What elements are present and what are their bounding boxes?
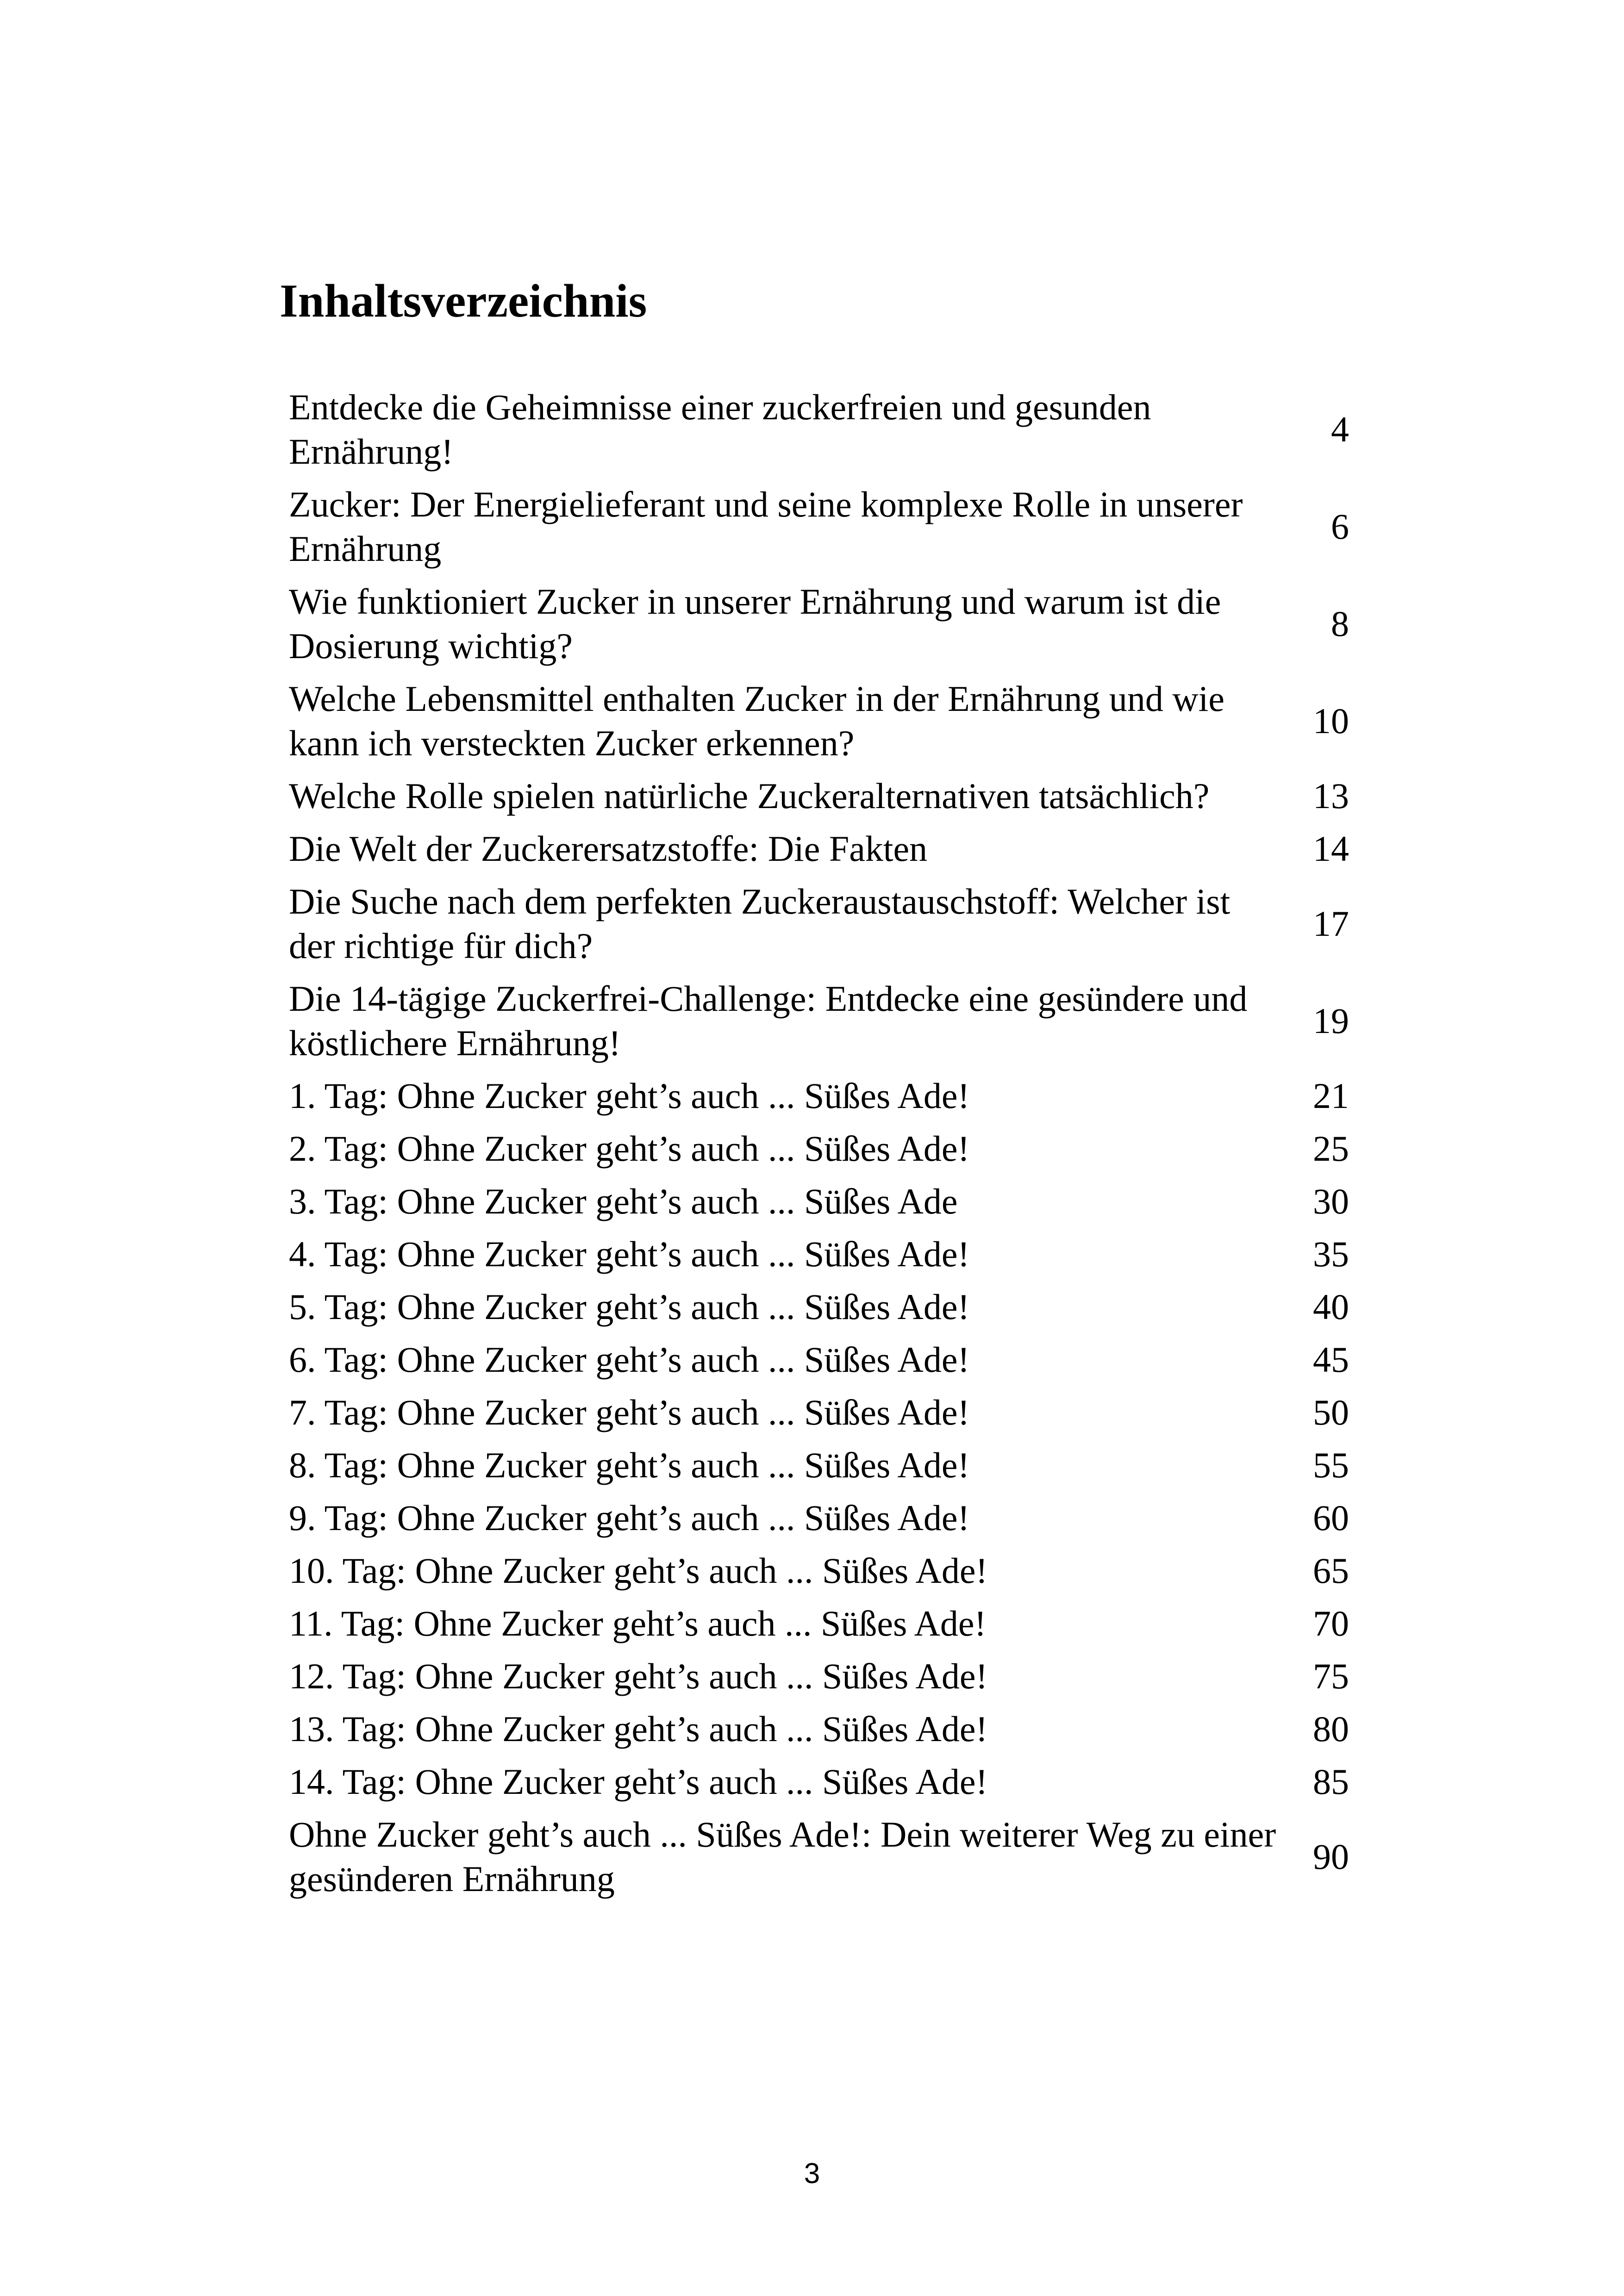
- toc-entry: [289, 1601, 1349, 1646]
- toc-entry: [289, 1338, 1349, 1382]
- toc-entry-title: Die Welt der Zuckerersatzstoffe: Die Fakten: [289, 828, 928, 869]
- toc-entry: [289, 1707, 1349, 1751]
- toc-entry-title: 9. Tag: Ohne Zucker geht’s auch ... Süßes Ade!: [289, 1498, 970, 1538]
- toc-entry: [289, 1390, 1349, 1435]
- toc-entry: [289, 827, 1349, 871]
- toc-entry: [289, 1654, 1349, 1699]
- toc-entry-title: 4. Tag: Ohne Zucker geht’s auch ... Süßes Ade!: [289, 1234, 970, 1274]
- toc-entry-title: 1. Tag: Ohne Zucker geht’s auch ... Süßes Ade!: [289, 1076, 970, 1116]
- toc-entry-title: Wie funktioniert Zucker in unserer Ernährung und warum ist die Dosierung wichtig?: [289, 581, 1221, 666]
- page-number: 3: [804, 2158, 820, 2190]
- toc-entry: [289, 482, 1349, 571]
- toc-entry-title: 8. Tag: Ohne Zucker geht’s auch ... Süßes Ade!: [289, 1445, 970, 1485]
- toc-entry-title: 5. Tag: Ohne Zucker geht’s auch ... Süßes Ade!: [289, 1287, 970, 1327]
- toc-entry-page: 4: [1331, 409, 1349, 449]
- toc-entry-title: Entdecke die Geheimnisse einer zuckerfreien und gesunden Ernährung!: [289, 387, 1151, 472]
- toc-entry-page: 30: [1313, 1181, 1349, 1221]
- toc-entry-title: Die 14-tägige Zuckerfrei-Challenge: Entdecke eine gesündere und köstlichere Ernährung!: [289, 978, 1248, 1063]
- toc-entry: [289, 1179, 1349, 1224]
- toc-entry-title: Ohne Zucker geht’s auch ... Süßes Ade!: Dein weiterer Weg zu einer gesünderen Ernährung: [289, 1814, 1276, 1899]
- toc-entry-page: 55: [1313, 1445, 1349, 1485]
- toc-entry-title: 14. Tag: Ohne Zucker geht’s auch ... Süßes Ade!: [289, 1761, 988, 1802]
- toc-entry-title: 2. Tag: Ohne Zucker geht’s auch ... Süßes Ade!: [289, 1128, 970, 1169]
- toc-entry-page: 14: [1313, 828, 1349, 869]
- toc-entry: [289, 1760, 1349, 1804]
- toc-entry-title: 7. Tag: Ohne Zucker geht’s auch ... Süßes Ade!: [289, 1392, 970, 1432]
- toc-entry-page: 25: [1313, 1128, 1349, 1169]
- toc-entry-page: 50: [1313, 1392, 1349, 1432]
- toc-entry-page: 6: [1331, 506, 1349, 547]
- toc-entry-page: 40: [1313, 1287, 1349, 1327]
- toc-entry: [289, 1549, 1349, 1593]
- toc-entry-page: 60: [1313, 1498, 1349, 1538]
- toc-entry-page: 8: [1331, 604, 1349, 644]
- toc-entry-title: 3. Tag: Ohne Zucker geht’s auch ... Süßes Ade: [289, 1181, 958, 1221]
- toc-entry-title: 6. Tag: Ohne Zucker geht’s auch ... Süßes Ade!: [289, 1339, 970, 1380]
- toc-entry-page: 90: [1313, 1836, 1349, 1877]
- toc-entry: [289, 879, 1349, 968]
- toc-entry-page: 85: [1313, 1761, 1349, 1802]
- toc-entry-title: 12. Tag: Ohne Zucker geht’s auch ... Süßes Ade!: [289, 1656, 988, 1696]
- toc-entry: [289, 677, 1349, 765]
- toc-entry: [289, 774, 1349, 818]
- toc-entry-page: 19: [1313, 1001, 1349, 1041]
- toc-entry: [289, 1443, 1349, 1487]
- toc-entry-page: 75: [1313, 1656, 1349, 1696]
- toc-entry-page: 70: [1313, 1603, 1349, 1643]
- page-title: Inhaltsverzeichnis: [280, 275, 647, 327]
- toc-entry-page: 45: [1313, 1339, 1349, 1380]
- toc-entry-title: 10. Tag: Ohne Zucker geht’s auch ... Süßes Ade!: [289, 1550, 988, 1591]
- toc-entry-title: 11. Tag: Ohne Zucker geht’s auch ... Süßes Ade!: [289, 1603, 987, 1643]
- toc-entry: [289, 1232, 1349, 1276]
- toc-entry-page: 10: [1313, 701, 1349, 741]
- toc-entry: [289, 1285, 1349, 1329]
- toc-entry-title: Welche Rolle spielen natürliche Zuckeralternativen tatsächlich?: [289, 776, 1210, 816]
- toc-entry-title: 13. Tag: Ohne Zucker geht’s auch ... Süßes Ade!: [289, 1709, 988, 1749]
- toc-entry-page: 17: [1313, 903, 1349, 944]
- toc-entry-page: 13: [1313, 776, 1349, 816]
- toc-entry-title: Zucker: Der Energielieferant und seine komplexe Rolle in unserer Ernährung: [289, 484, 1243, 569]
- table-of-contents: [289, 385, 1349, 1910]
- toc-entry: [289, 1126, 1349, 1171]
- toc-entry-page: 65: [1313, 1550, 1349, 1591]
- toc-entry: [289, 977, 1349, 1065]
- toc-entry-page: 35: [1313, 1234, 1349, 1274]
- toc-entry-title: Die Suche nach dem perfekten Zuckeraustauschstoff: Welcher ist der richtige für dich?: [289, 881, 1230, 966]
- toc-entry: [289, 1074, 1349, 1118]
- toc-entry: [289, 579, 1349, 668]
- toc-entry: [289, 1496, 1349, 1540]
- toc-entry: [289, 1812, 1349, 1901]
- toc-entry: [289, 385, 1349, 474]
- toc-entry-page: 80: [1313, 1709, 1349, 1749]
- toc-entry-page: 21: [1313, 1076, 1349, 1116]
- toc-entry-title: Welche Lebensmittel enthalten Zucker in der Ernährung und wie kann ich versteckten Zucker erkennen?: [289, 678, 1224, 763]
